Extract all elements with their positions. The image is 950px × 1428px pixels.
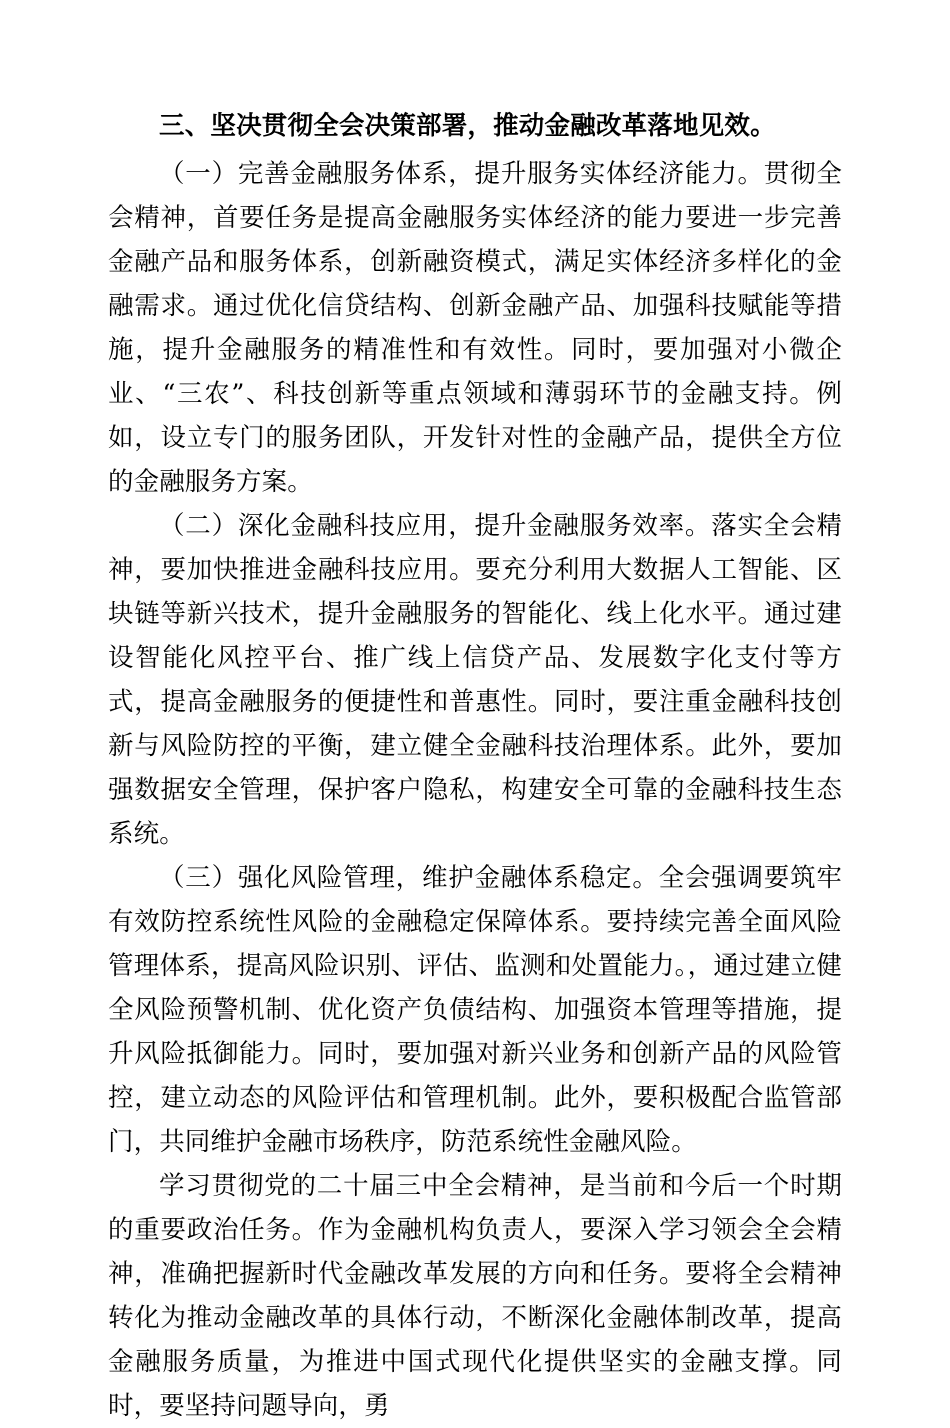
paragraph-2: （二）深化金融科技应用，提升金融服务效率。落实全会精神，要加快推进金融科技应用。要充分利用大数据人工智能、区块链等新兴技术，提升金融服务的智能化、线上化水平。通过建设智能化风控平台、推广线上信贷产品、发展数字化支付等方式，提高金融服务的便捷性和普惠性。同时，要注重金融科技创新与风险防控的平衡，建立健全金融科技治理体系。此外，要加强数据安全管理，保护客户隐私，构建安全可靠的金融科技生态系统。 <box>108 511 842 849</box>
paragraph-4: 学习贯彻党的二十届三中全会精神，是当前和今后一个时期的重要政治任务。作为金融机构负责人，要深入学习领会全会精神，准确把握新时代金融改革发展的方向和任务。要将全会精神转化为推动金融改革的具体行动，不断深化金融体制改革，提高金融服务质量，为推进中国式现代化提供坚实的金融支撑。同时，要坚持问题导向，勇 <box>108 1171 842 1421</box>
paragraph-1: （一）完善金融服务体系，提升服务实体经济能力。贯彻全会精神，首要任务是提高金融服务实体经济的能力要进一步完善金融产品和服务体系，创新融资模式，满足实体经济多样化的金融需求。通过优化信贷结构、创新金融产品、加强科技赋能等措施，提升金融服务的精准性和有效性。同时，要加强对小微企业、“三农”、科技创新等重点领域和薄弱环节的金融支持。例如，设立专门的服务团队，开发针对性的金融产品，提供全方位的金融服务方案。 <box>108 159 842 497</box>
paragraph-3: （三）强化风险管理，维护金融体系稳定。全会强调要筑牢有效防控系统性风险的金融稳定保障体系。要持续完善全面风险管理体系，提高风险识别、评估、监测和处置能力。，通过建立健全风险预警机制、优化资产负债结构、加强资本管理等措施，提升风险抵御能力。同时，要加强对新兴业务和创新产品的风险管控，建立动态的风险评估和管理机制。此外，要积极配合监管部门，共同维护金融市场秩序，防范系统性金融风险。 <box>108 863 842 1157</box>
section-heading: 三、坚决贯彻全会决策部署，推动金融改革落地见效。 <box>159 111 776 141</box>
document-body <box>108 104 842 1428</box>
